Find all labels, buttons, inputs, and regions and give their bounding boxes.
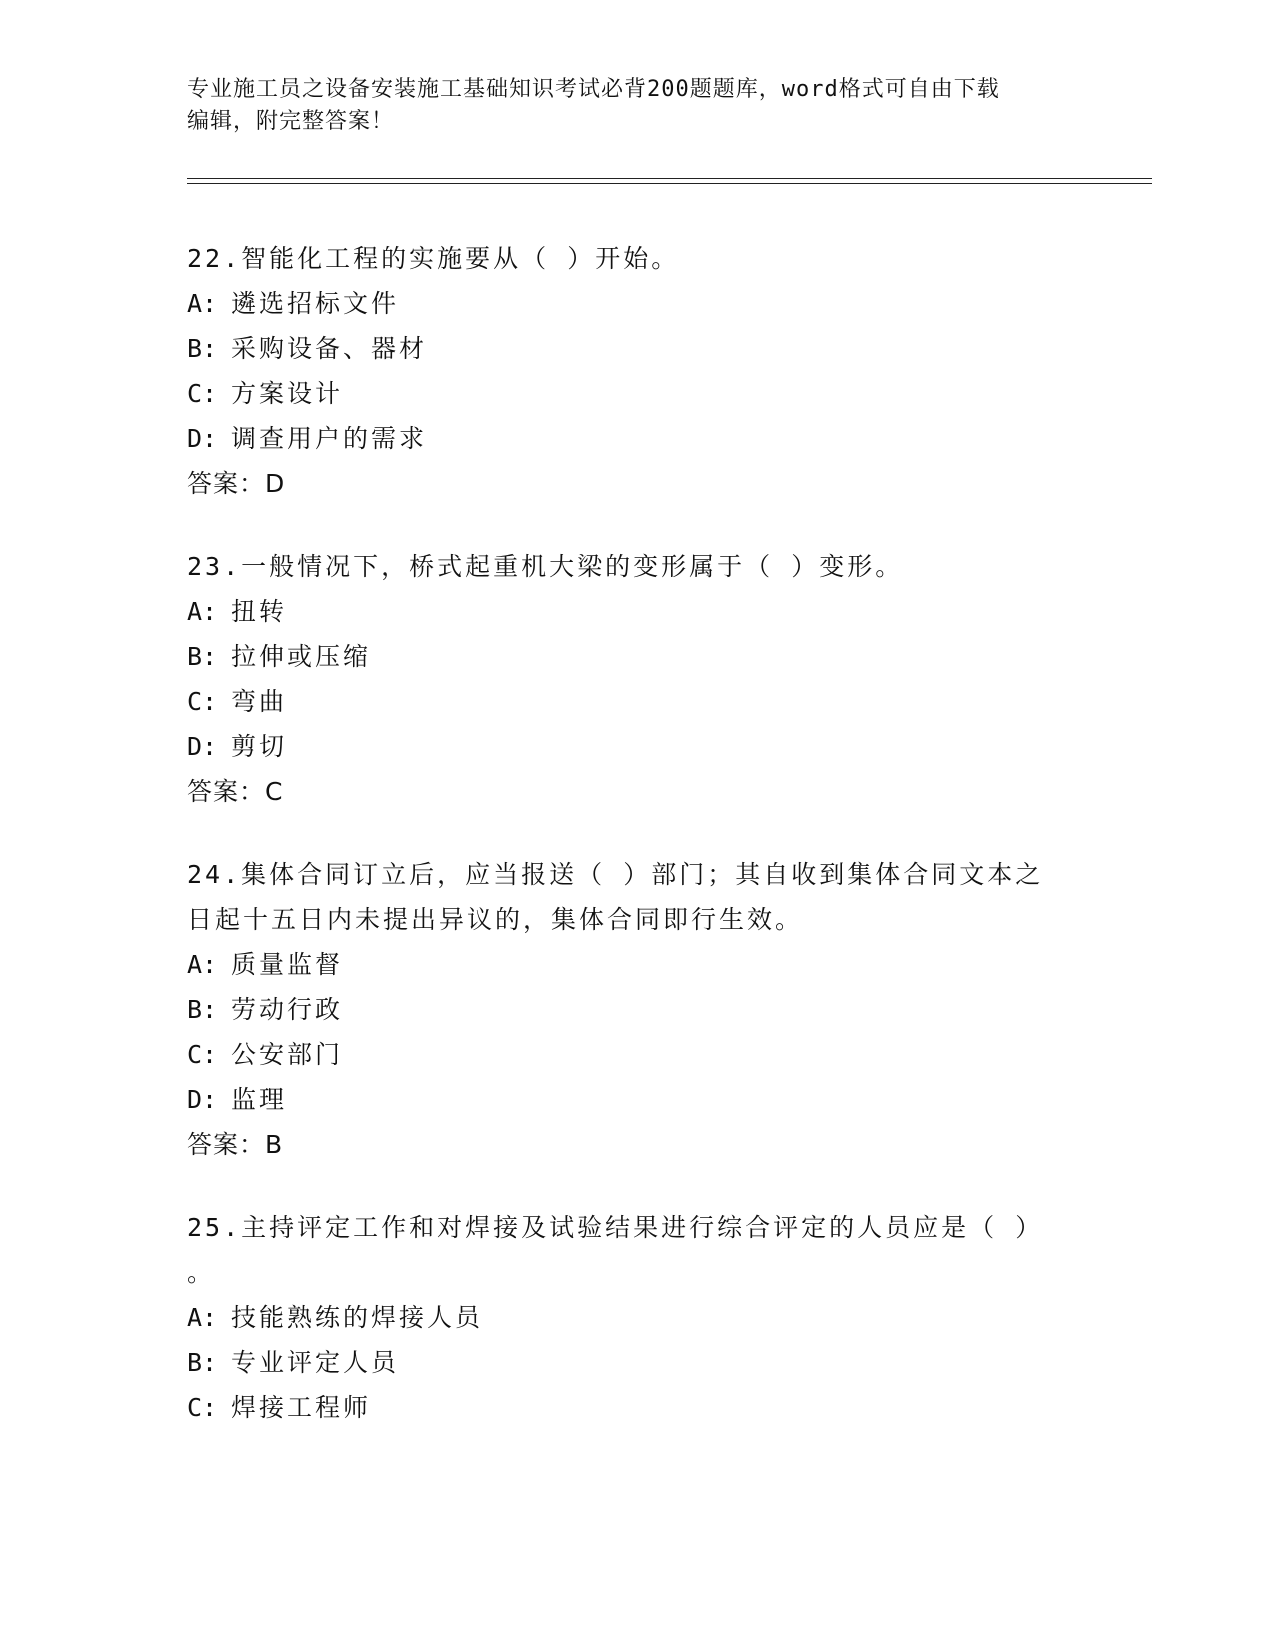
option-text: 剪切 (231, 732, 288, 761)
option-text: 采购设备、器材 (231, 334, 428, 363)
option-letter: D: (187, 424, 218, 453)
question-23 (187, 544, 1087, 814)
question-25 (187, 1205, 1087, 1430)
option-letter: D: (187, 1085, 218, 1114)
option-text: 焊接工程师 (231, 1393, 372, 1422)
option-letter: C: (187, 687, 218, 716)
option-letter: B: (187, 1348, 218, 1377)
question-24 (187, 852, 1087, 1167)
option-c (187, 1032, 1087, 1077)
option-text: 公安部门 (231, 1040, 344, 1069)
option-letter: C: (187, 379, 218, 408)
header-line-1: 专业施工员之设备安装施工基础知识考试必背200题题库，word格式可自由下载 (187, 77, 1000, 102)
question-text: 22.智能化工程的实施要从（ ）开始。 (187, 244, 680, 273)
answer-line: 答案：C (187, 777, 284, 806)
option-a (187, 589, 1087, 634)
option-text: 扭转 (231, 597, 288, 626)
option-b (187, 1340, 1087, 1385)
option-d (187, 416, 1087, 461)
option-text: 专业评定人员 (231, 1348, 400, 1377)
document-header (187, 74, 1087, 138)
option-a (187, 942, 1087, 987)
option-letter: B: (187, 995, 218, 1024)
option-b (187, 326, 1087, 371)
option-text: 技能熟练的焊接人员 (231, 1303, 484, 1332)
question-text: 23.一般情况下，桥式起重机大梁的变形属于（ ）变形。 (187, 552, 904, 581)
header-divider-bottom (187, 183, 1152, 184)
option-letter: C: (187, 1040, 218, 1069)
option-text: 劳动行政 (231, 995, 344, 1024)
answer-line: 答案：D (187, 469, 286, 498)
option-letter: A: (187, 1303, 218, 1332)
option-letter: B: (187, 334, 218, 363)
question-22 (187, 236, 1087, 506)
option-text: 弯曲 (231, 687, 288, 716)
question-text: 25.主持评定工作和对焊接及试验结果进行综合评定的人员应是（ ） 。 (187, 1213, 1044, 1287)
option-letter: A: (187, 289, 218, 318)
option-b (187, 634, 1087, 679)
header-divider-top (187, 178, 1152, 179)
option-text: 质量监督 (231, 950, 344, 979)
answer-line: 答案：B (187, 1130, 284, 1159)
option-text: 监理 (231, 1085, 288, 1114)
option-text: 调查用户的需求 (231, 424, 428, 453)
option-text: 拉伸或压缩 (231, 642, 372, 671)
option-letter: C: (187, 1393, 218, 1422)
option-letter: B: (187, 642, 218, 671)
option-c (187, 679, 1087, 724)
option-d (187, 1077, 1087, 1122)
question-list (187, 236, 1087, 1468)
option-c (187, 1385, 1087, 1430)
option-letter: D: (187, 732, 218, 761)
option-letter: A: (187, 950, 218, 979)
header-line-2: 编辑，附完整答案！ (187, 109, 395, 134)
option-b (187, 987, 1087, 1032)
option-d (187, 724, 1087, 769)
option-letter: A: (187, 597, 218, 626)
option-text: 遴选招标文件 (231, 289, 400, 318)
option-c (187, 371, 1087, 416)
option-text: 方案设计 (231, 379, 344, 408)
option-a (187, 1295, 1087, 1340)
option-a (187, 281, 1087, 326)
question-text: 24.集体合同订立后，应当报送（ ）部门；其自收到集体合同文本之 日起十五日内未提出异议的，集体合同即行生效。 (187, 860, 1044, 934)
